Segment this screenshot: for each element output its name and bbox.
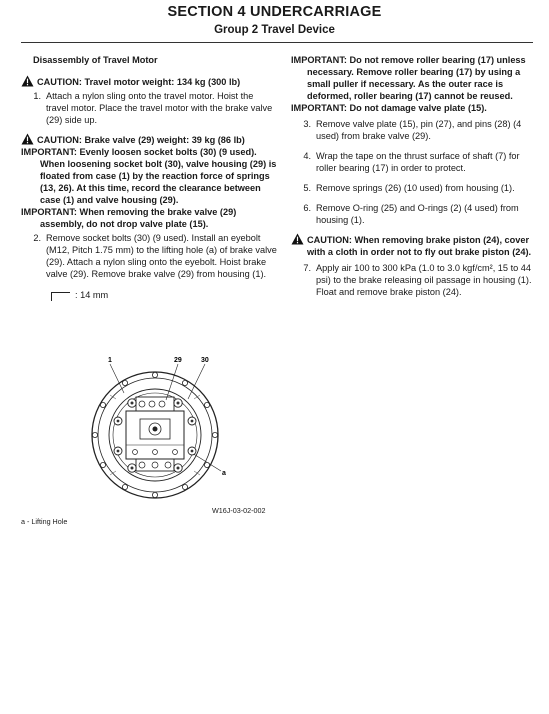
step-text: Remove socket bolts (30) (9 used). Install an eyebolt (M12, Pitch 1.75 mm) to the lifting hole (a) of brake valve (29). Attach a nylon sling onto the eyebolt. Hoist brake valve (29). Remove brake valve (29) from housing (1). [46,233,277,279]
warning-icon [21,75,34,87]
important-valve-plate-damage: IMPORTANT: Do not damage valve plate (15). [291,103,487,113]
caution-text: CAUTION: Brake valve (29) weight: 39 kg (86 lb) [37,135,245,145]
step-number: 6. [303,203,311,213]
important-socket-bolts: IMPORTANT: Evenly loosen socket bolts (30) (9 used). When loosening socket bolt (30), valve housing (29) is floated from case (1) by the reaction force of springs (13, 26). At this time, record the clearance between case (1) and valve housing (29). [21,147,277,205]
step-number: 3. [303,119,311,129]
step-1 [21,90,277,126]
step-7 [291,262,539,298]
step-5 [291,182,539,194]
diagram-label-a: a [222,470,226,477]
procedure-heading: Disassembly of Travel Motor [33,55,158,65]
step-number: 7. [303,263,311,273]
header-rule [21,42,533,43]
important-valve-plate: IMPORTANT: When removing the brake valve (29) assembly, do not drop valve plate (15). [21,207,237,229]
section-title: SECTION 4 UNDERCARRIAGE [167,4,382,20]
step-4 [291,150,539,174]
caution-brake-valve-weight [21,134,277,146]
step-text: Remove springs (26) (10 used) from housing (1). [316,183,515,193]
caution-text: CAUTION: Travel motor weight: 134 kg (300 lb) [37,77,241,87]
wrench-size-icon [51,292,70,301]
diagram-label-29: 29 [174,357,182,364]
caution-brake-piston [291,234,539,258]
step-number: 1. [33,91,41,101]
left-column [21,54,277,301]
important-roller-bearing: IMPORTANT: Do not remove roller bearing (17) unless necessary. Remove roller bearing (17) by using a small puller if necessary. As the outer race is deformed, roller bearing (17) cannot be reused. [291,55,526,101]
step-number: 5. [303,183,311,193]
step-text: Remove valve plate (15), pin (27), and pins (28) (4 used) from brake valve (29). [316,119,522,141]
step-number: 4. [303,151,311,161]
caution-travel-motor-weight [21,76,277,88]
step-text: Wrap the tape on the thrust surface of shaft (7) for roller bearing (17) in order to protect. [316,151,520,173]
step-text: Apply air 100 to 300 kPa (1.0 to 3.0 kgf/cm², 15 to 44 psi) to the brake releasing oil passage in housing (1). Float and remove brake piston (24). [316,263,532,297]
step-text: Remove O-ring (25) and O-rings (2) (4 used) from housing (1). [316,203,519,225]
figure-code: W16J-03-02-002 [212,506,266,515]
tool-size-text: : 14 mm [75,289,109,300]
caution-text: CAUTION: When removing brake piston (24), cover with a cloth in order not to fly out brake piston (24). [307,235,532,257]
right-column [291,54,539,306]
diagram-label-30: 30 [201,357,209,364]
brake-valve-diagram [80,355,280,505]
diagram-label-1: 1 [108,357,112,364]
step-text: Attach a nylon sling onto the travel motor. Hoist the travel motor. Place the travel motor with the brake valve (29) side up. [46,91,273,125]
step-3 [291,118,539,142]
warning-icon [21,133,34,145]
warning-icon [291,233,304,245]
step-6 [291,202,539,226]
figure-caption: a - Lifting Hole [21,517,68,526]
tool-size-note [51,288,277,301]
step-number: 2. [33,233,41,243]
group-subtitle: Group 2 Travel Device [214,24,335,36]
step-2 [21,232,277,280]
